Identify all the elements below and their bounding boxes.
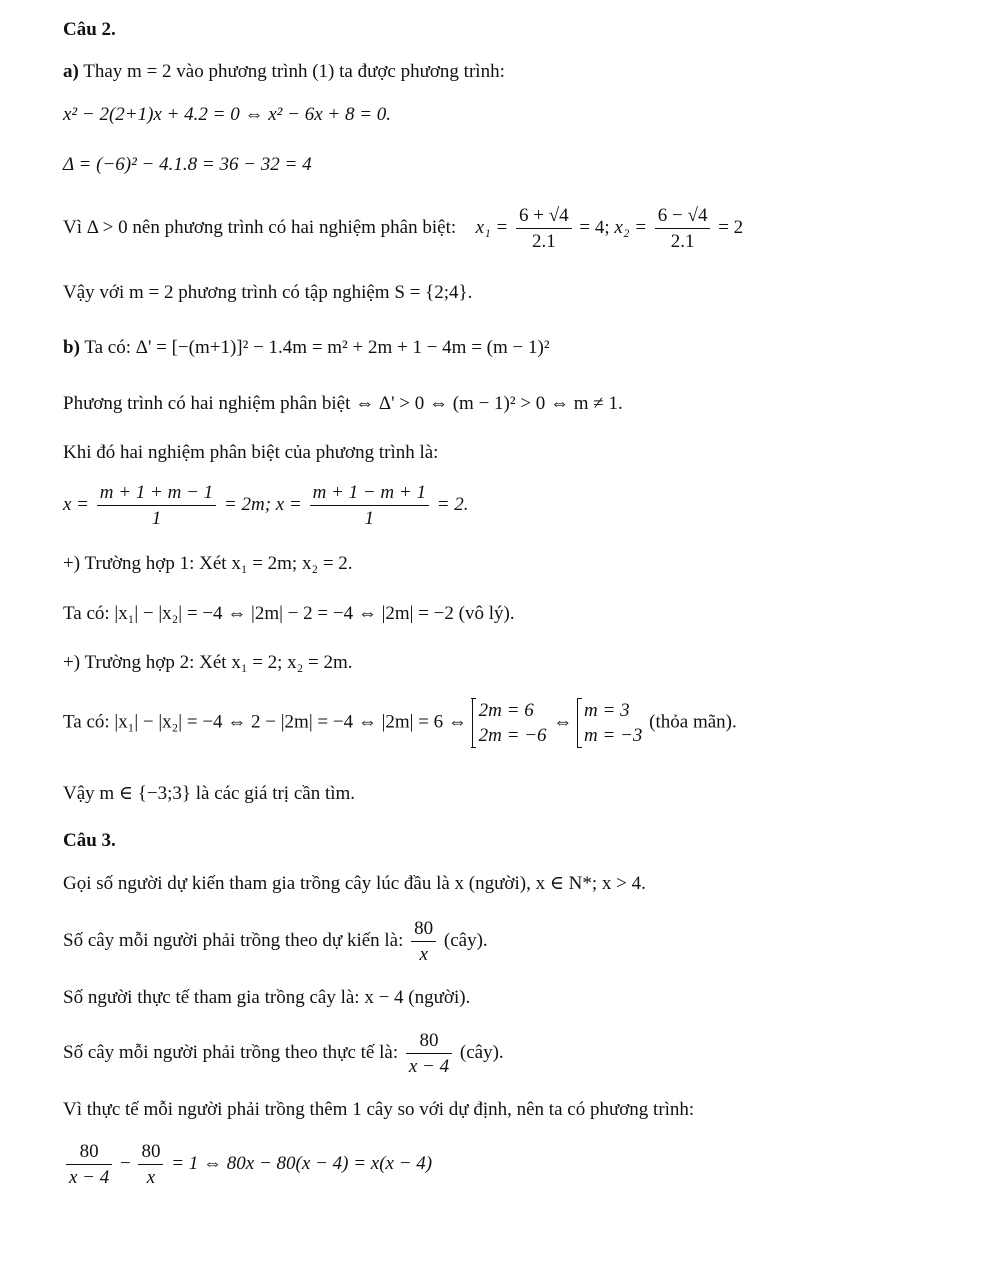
- eq-fraction-2-denominator: x: [146, 1167, 156, 1188]
- equation-1: x² − 2(2+1)x + 4.2 = 0 ⇔ x² − 6x + 8 = 0.: [63, 104, 392, 125]
- line-4-unit: (cây).: [459, 1041, 504, 1063]
- x2-denominator: 2.1: [670, 231, 695, 252]
- case-1: +) Trường hợp 1: Xét x₁ = 2m; x₂ = 2.: [63, 553, 353, 574]
- part-b-text: Ta có: Δ' = [−(m+1)]² − 1.4m = m² + 2m + 1 − 4m = (m − 1)²: [84, 337, 550, 358]
- part-b-label: b): [63, 337, 80, 358]
- cau3-line-1: Gọi số người dự kiến tham gia trồng cây lúc đầu là x (người), x ∈ N*; x > 4.: [63, 873, 646, 894]
- line-4-text: Số cây mỗi người phải trồng theo thực tế là:: [63, 1041, 399, 1063]
- root1-fraction: [97, 482, 216, 529]
- root1-rhs: = 2m;: [223, 493, 272, 515]
- bracket-1-bottom: 2m = −6: [478, 725, 547, 746]
- eq-fraction-1-denominator: x − 4: [69, 1167, 110, 1188]
- line-2-denominator: x: [419, 944, 428, 965]
- root2-rhs: = 2.: [436, 493, 469, 515]
- root1-numerator: m + 1 + m − 1: [97, 482, 216, 506]
- x2-rhs: = 2: [718, 216, 744, 238]
- part-a-text: Thay m = 2 vào phương trình (1) ta được phương trình:: [83, 61, 505, 82]
- case-2-equation-line: [63, 698, 737, 748]
- conclusion-b: Vậy m ∈ {−3;3} là các giá trị cần tìm.: [63, 783, 356, 804]
- line-4-denominator: x − 4: [408, 1056, 450, 1077]
- x1-rhs: = 4;: [579, 216, 610, 238]
- bracket-2-bottom: m = −3: [584, 725, 643, 746]
- distinct-roots-condition: Phương trình có hai nghiệm phân biệt ⇔ Δ' > 0 ⇔ (m − 1)² > 0 ⇔ m ≠ 1.: [63, 393, 623, 414]
- root2-lhs: x =: [275, 493, 302, 515]
- case-2: +) Trường hợp 2: Xét x₁ = 2; x₂ = 2m.: [63, 652, 353, 673]
- conclusion-a: Vậy với m = 2 phương trình có tập nghiệm S = {2;4}.: [63, 282, 473, 303]
- cau3-title: Câu 3.: [63, 830, 116, 851]
- case-2-arrow: ⇔: [553, 711, 573, 733]
- cau3-line-2: [63, 918, 488, 965]
- case-2-tail: (thỏa mãn).: [649, 711, 737, 733]
- root2-denominator: 1: [364, 508, 375, 529]
- eq-fraction-2: [138, 1141, 163, 1188]
- eq-minus: −: [120, 1152, 131, 1174]
- root2-fraction: [310, 482, 429, 529]
- line-2-fraction: [411, 918, 436, 965]
- case-2-bracket-1: [472, 698, 549, 748]
- line-4-fraction: [406, 1030, 452, 1077]
- roots-formula-line: [63, 482, 469, 529]
- roots-intro: Vì Δ > 0 nên phương trình có hai nghiệm phân biệt:: [63, 216, 457, 238]
- cau3-line-4: [63, 1030, 504, 1077]
- bracket-1-top: 2m = 6: [478, 700, 534, 721]
- eq-fraction-2-numerator: 80: [138, 1141, 163, 1165]
- case-2-bracket-2: [577, 698, 644, 748]
- line-4-numerator: 80: [406, 1030, 452, 1054]
- cau3-line-3: Số người thực tế tham gia trồng cây là: x − 4 (người).: [63, 987, 471, 1008]
- line-2-text: Số cây mỗi người phải trồng theo dự kiến là:: [63, 929, 404, 951]
- roots-intro-b: Khi đó hai nghiệm phân biệt của phương trình là:: [63, 442, 439, 463]
- x1-denominator: 2.1: [531, 231, 556, 252]
- cau3-final-equation: [63, 1141, 432, 1188]
- eq-fraction-1-numerator: 80: [66, 1141, 112, 1165]
- x2-fraction: [655, 205, 711, 252]
- part-a-label: a): [63, 61, 79, 82]
- bracket-2-top: m = 3: [584, 700, 630, 721]
- root1-denominator: 1: [151, 508, 162, 529]
- equation-discriminant: Δ = (−6)² − 4.1.8 = 36 − 32 = 4: [63, 154, 312, 175]
- x1-numerator: 6 + √4: [516, 205, 572, 229]
- eq-rhs: = 1 ⇔ 80x − 80(x − 4) = x(x − 4): [171, 1152, 433, 1174]
- part-b-line: [63, 337, 550, 359]
- part-a-intro: [63, 61, 505, 83]
- line-2-unit: (cây).: [443, 929, 488, 951]
- x1-lhs: x₁ =: [475, 216, 509, 238]
- cau2-title: Câu 2.: [63, 19, 116, 40]
- case-2-equation: Ta có: |x₁| − |x₂| = −4 ⇔ 2 − |2m| = −4 ⇔ |2m| = 6 ⇔: [63, 711, 467, 733]
- roots-line: [63, 205, 743, 252]
- root2-numerator: m + 1 − m + 1: [310, 482, 429, 506]
- case-1-equation: Ta có: |x₁| − |x₂| = −4 ⇔ |2m| − 2 = −4 ⇔ |2m| = −2 (vô lý).: [63, 603, 515, 624]
- line-2-numerator: 80: [411, 918, 436, 942]
- eq-fraction-1: [66, 1141, 112, 1188]
- root1-lhs: x =: [63, 493, 90, 515]
- cau3-line-5: Vì thực tế mỗi người phải trồng thêm 1 cây so với dự định, nên ta có phương trình:: [63, 1099, 695, 1120]
- x2-lhs: x₂ =: [614, 216, 648, 238]
- x1-fraction: [516, 205, 572, 252]
- x2-numerator: 6 − √4: [655, 205, 711, 229]
